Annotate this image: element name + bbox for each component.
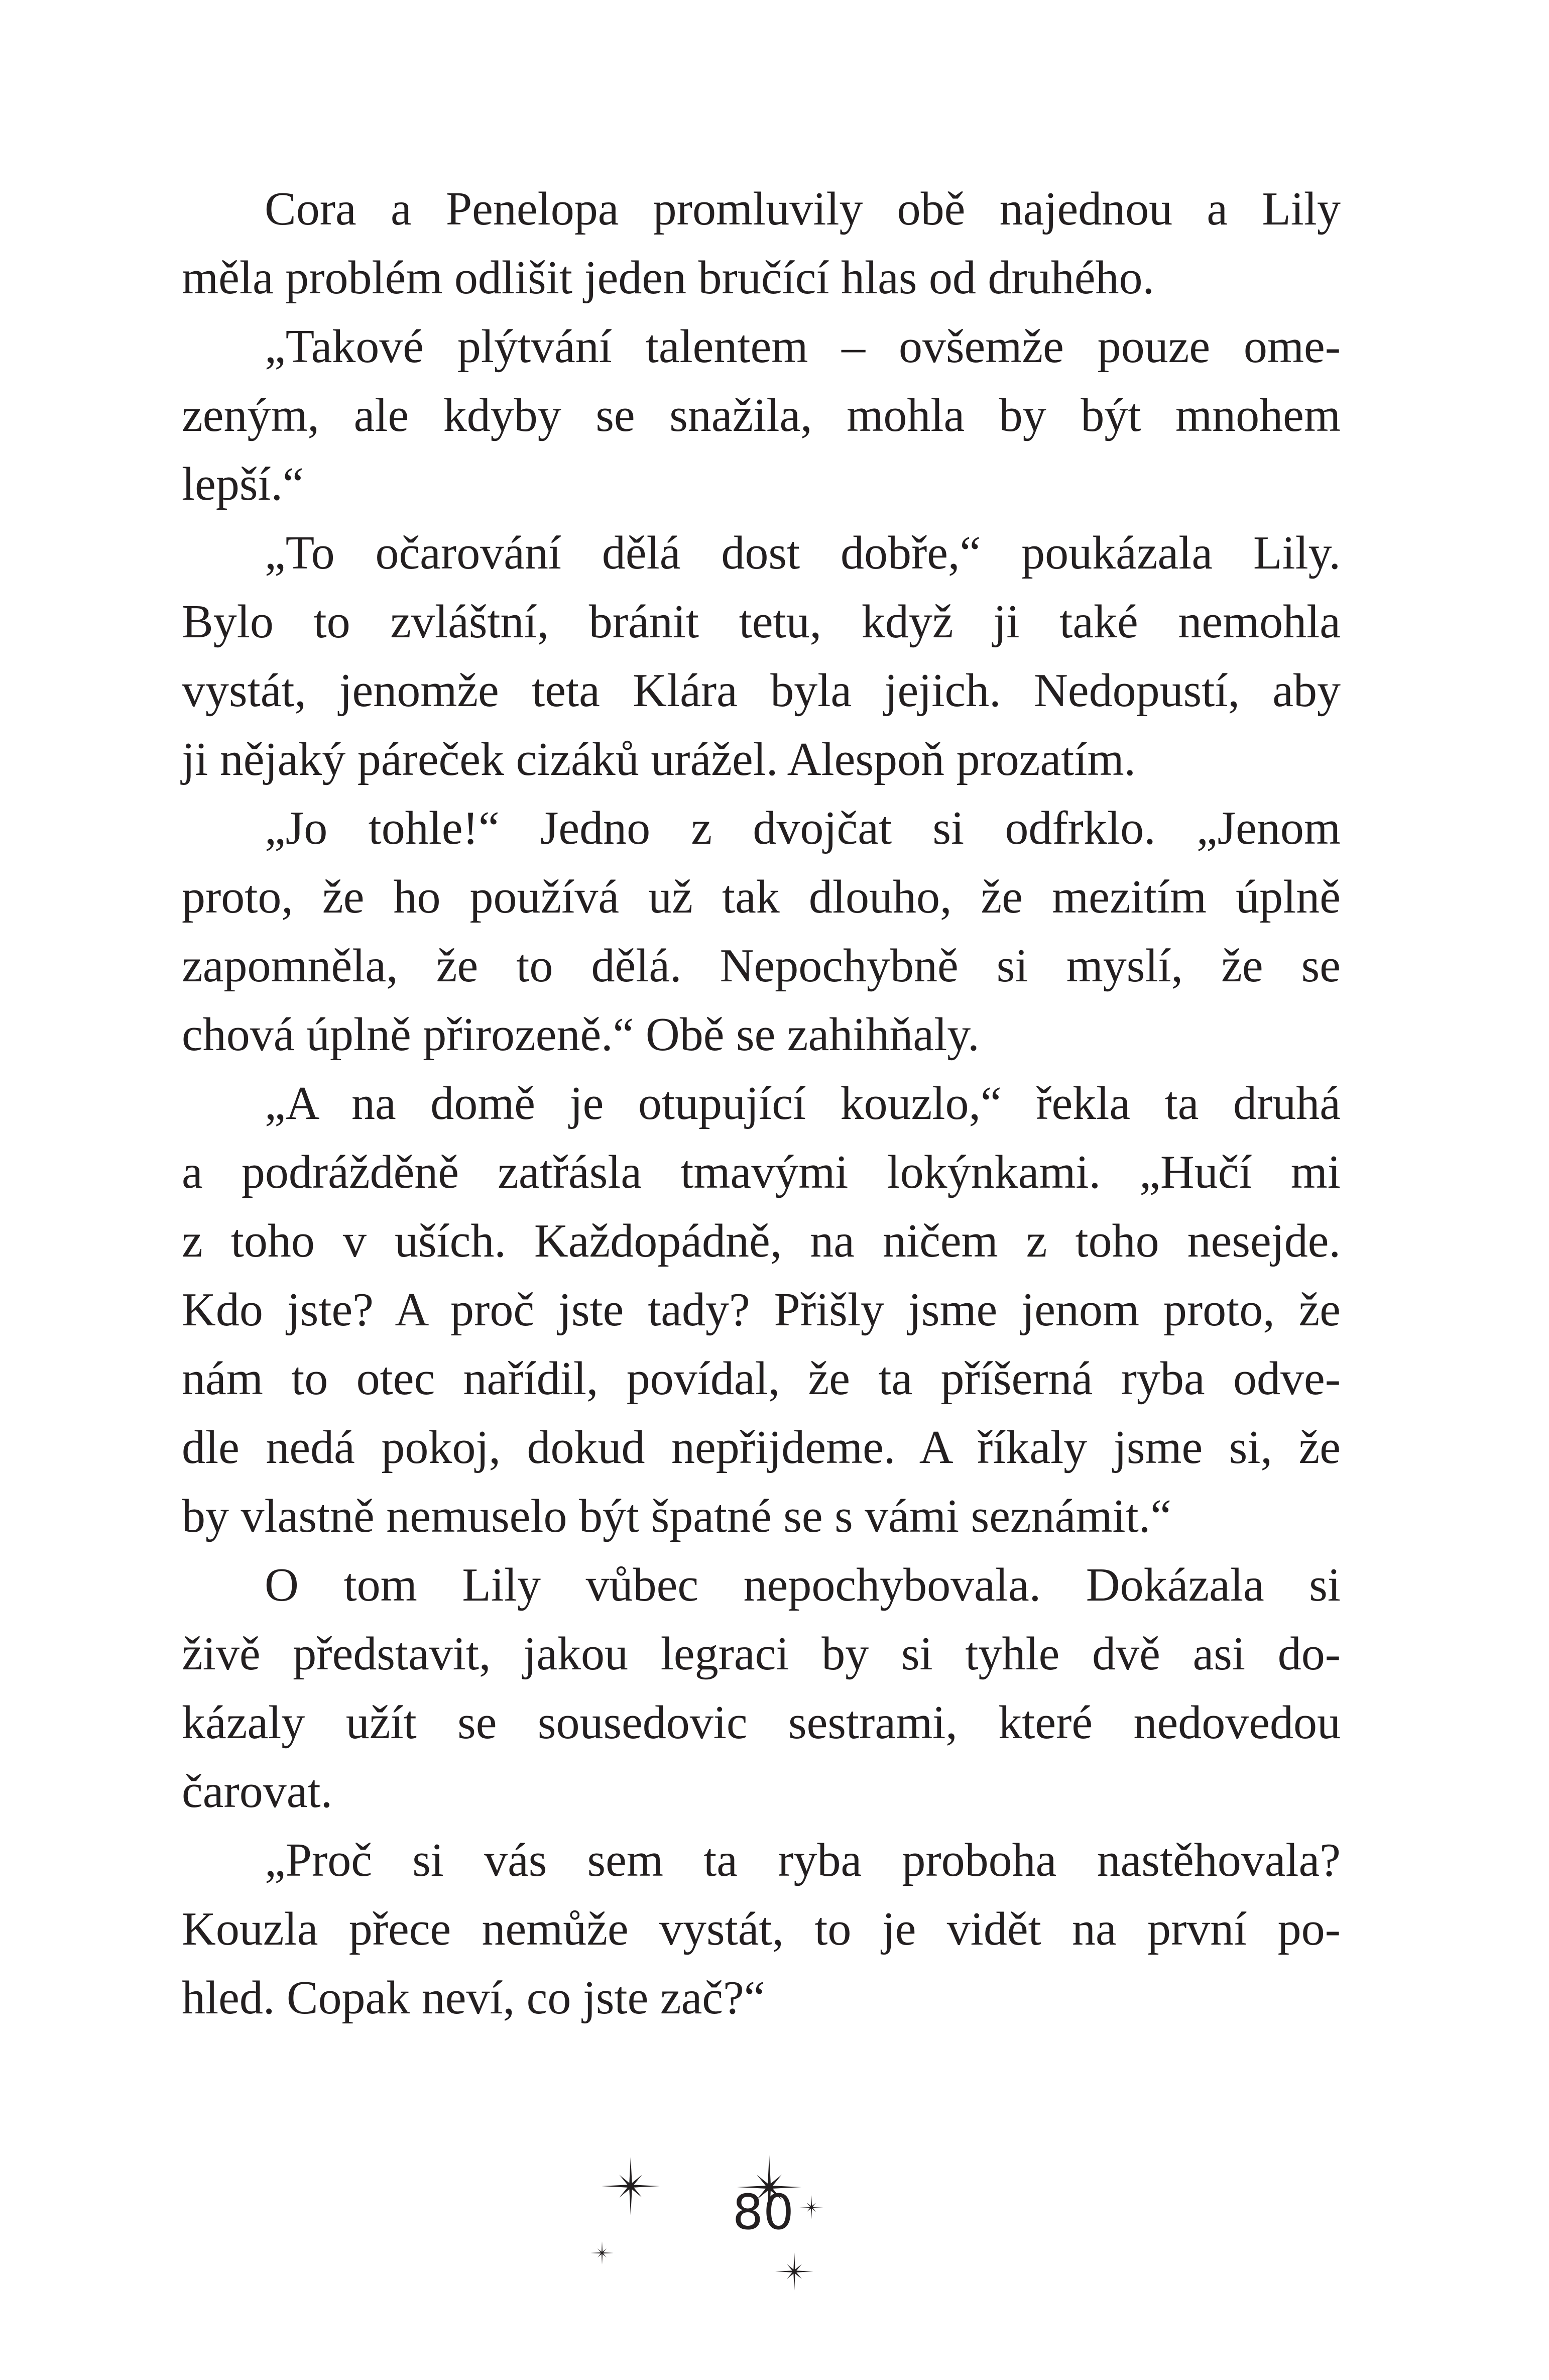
text-line: by vlastně nemuselo být špatné se s vámi seznámit.“ <box>182 1490 1171 1542</box>
page-number: 80 <box>732 2184 794 2240</box>
text-line: „Takové plýtvání talentem – ovšemže pouze ome- <box>265 320 1341 373</box>
text-line: kázaly užít se sousedovic sestrami, které nedovedou <box>182 1696 1341 1749</box>
text-line: a podrážděně zatřásla tmavými lokýnkami. „Hučí mi <box>182 1146 1341 1198</box>
text-line: Kouzla přece nemůže vystát, to je vidět na první po- <box>182 1903 1341 1955</box>
text-line: hled. Copak neví, co jste zač?“ <box>182 1972 765 2024</box>
star-icon <box>775 2252 813 2291</box>
text-line: zapomněla, že to dělá. Nepochybně si myslí, že se <box>182 940 1341 992</box>
text-line: proto, že ho používá už tak dlouho, že mezitím úplně <box>182 871 1341 923</box>
text-line: zeným, ale kdyby se snažila, mohla by být mnohem <box>182 389 1341 441</box>
text-line: čarovat. <box>182 1765 333 1818</box>
text-line: z toho v uších. Každopádně, na ničem z toho nesejde. <box>182 1215 1341 1267</box>
text-line: „Jo tohle!“ Jedno z dvojčat si odfrklo. „Jenom <box>265 802 1341 854</box>
text-line: „A na domě je otupující kouzlo,“ řekla ta druhá <box>265 1077 1341 1129</box>
body-text <box>182 175 1341 2032</box>
text-line: ji nějaký páreček cizáků urážel. Alespoň prozatím. <box>182 733 1136 785</box>
text-line: Kdo jste? A proč jste tady? Přišly jsme jenom proto, že <box>182 1284 1341 1336</box>
text-line: dle nedá pokoj, dokud nepřijdeme. A říkaly jsme si, že <box>182 1421 1341 1474</box>
text-line: nám to otec nařídil, povídal, že ta příšerná ryba odve- <box>182 1352 1341 1405</box>
page-footer <box>0 2109 1549 2320</box>
star-icon <box>602 2157 660 2215</box>
text-line: O tom Lily vůbec nepochybovala. Dokázala si <box>265 1559 1341 1611</box>
text-line: „Proč si vás sem ta ryba proboha nastěhovala? <box>265 1834 1341 1886</box>
star-icon <box>590 2241 614 2264</box>
text-line: „To očarování dělá dost dobře,“ poukázala Lily. <box>265 527 1341 579</box>
text-line: lepší.“ <box>182 458 304 510</box>
text-line: vystát, jenomže teta Klára byla jejich. Nedopustí, aby <box>182 664 1341 717</box>
text-line: Cora a Penelopa promluvily obě najednou a Lily <box>265 183 1341 235</box>
text-line: chová úplně přirozeně.“ Obě se zahihňaly. <box>182 1008 980 1061</box>
text-line: Bylo to zvláštní, bránit tetu, když ji také nemohla <box>182 596 1341 648</box>
text-line: živě představit, jakou legraci by si tyhle dvě asi do- <box>182 1628 1341 1680</box>
text-line: měla problém odlišit jeden bručící hlas od druhého. <box>182 252 1154 304</box>
